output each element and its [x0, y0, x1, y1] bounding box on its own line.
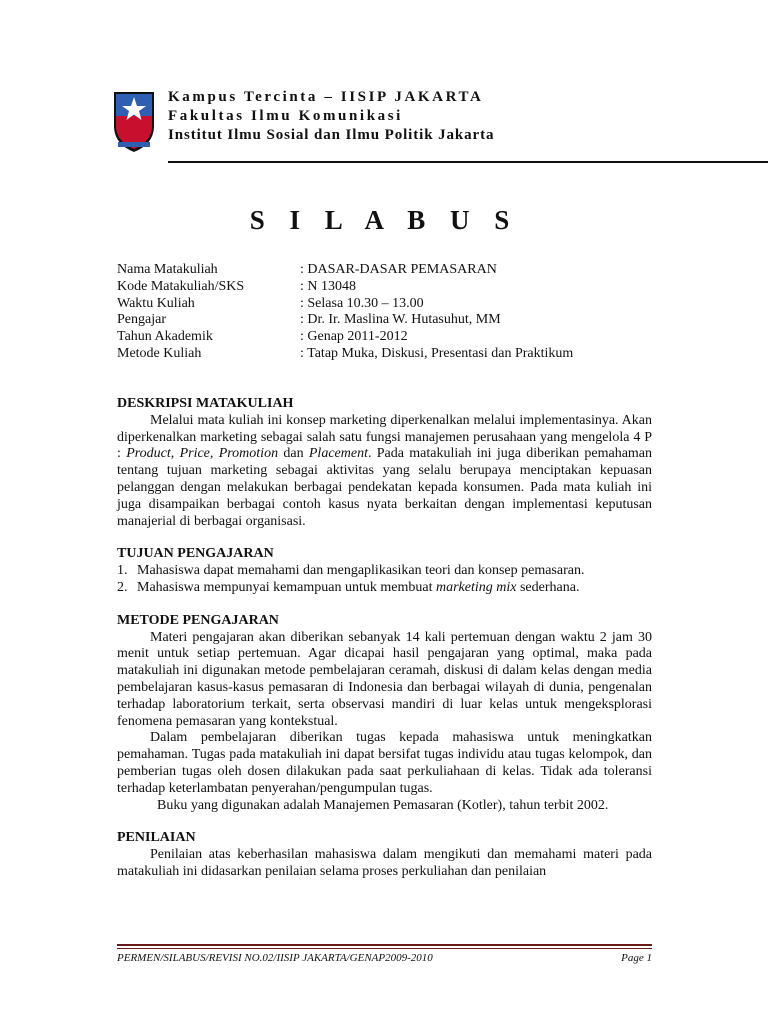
- section-title: DESKRIPSI MATAKULIAH: [117, 396, 294, 411]
- section-metode: [117, 613, 652, 815]
- section-tujuan: [117, 546, 652, 596]
- section-deskripsi: [117, 396, 652, 530]
- info-row: [117, 346, 573, 363]
- method-paragraph: Materi pengajaran akan diberikan sebanyak 14 kali pertemuan dengan waktu 2 jam 30 menit untuk setiap pertemuan. Agar dicapai hasil pengajaran yang optimal, maka pada matakuliah ini digunakan metode pembelajaran ceramah, diskusi di dalam kelas dengan media pembelajaran kasus-kasus pemasaran di Indonesia dan berbagai wilayah di dunia, pengenalan terhadap laboratorium terkait, serta observasi mandiri di luar kelas untuk mengeksplorasi fenomena pemasaran yang kontekstual.: [117, 629, 652, 729]
- section-title: METODE PENGAJARAN: [117, 612, 279, 628]
- document-header: [110, 86, 730, 166]
- campus-tagline: Kampus Tercinta – IISIP JAKARTA: [168, 89, 484, 105]
- info-value: : DASAR-DASAR PEMASARAN: [300, 262, 497, 279]
- section-title: PENILAIAN: [117, 830, 196, 846]
- header-divider: [168, 161, 768, 163]
- star-shield-logo-icon: [110, 86, 158, 154]
- info-row: [117, 312, 573, 329]
- info-value: : N 13048: [300, 279, 356, 296]
- info-label: Pengajar: [117, 312, 166, 328]
- info-value: : Dr. Ir. Maslina W. Hutasuhut, MM: [300, 312, 501, 329]
- description-paragraph: Melalui mata kuliah ini konsep marketing diperkenalkan melalui implementasinya. Akan diperkenalkan marketing sebagai salah satu fungsi manajemen perusahaan yang mengelola 4 P : Product, Price, Promotion dan Placement. Pada matakuliah ini juga diberikan pemahaman tentang tujuan marketing sebagai aktivitas yang selalu berupaya menciptakan kepuasan pelanggan dengan melakukan berbagai pendekatan kepada konsumen. Pada mata kuliah ini juga disampaikan berbagai contoh kasus nyata berkaitan dengan implementasi keputusan manajerial di berbagai organisasi.: [117, 412, 653, 529]
- info-row: [117, 279, 573, 296]
- info-label: Waktu Kuliah: [117, 295, 195, 311]
- info-label: Kode Matakuliah/SKS: [117, 278, 245, 294]
- info-label: Nama Matakuliah: [117, 262, 218, 277]
- section-title: TUJUAN PENGAJARAN: [117, 546, 274, 562]
- objectives-list: [117, 563, 652, 597]
- footer-divider: [117, 944, 652, 946]
- method-paragraph: Buku yang digunakan adalah Manajemen Pemasaran (Kotler), tahun terbit 2002.: [157, 797, 609, 813]
- info-label: Metode Kuliah: [117, 345, 202, 361]
- syllabus-body: [117, 396, 652, 897]
- info-label: Tahun Akademik: [117, 329, 213, 345]
- section-penilaian: [117, 830, 652, 880]
- list-item: 1. Mahasiswa dapat memahami dan mengaplikasikan teori dan konsep pemasaran.: [117, 563, 585, 579]
- info-value: : Genap 2011-2012: [300, 329, 408, 346]
- course-info-table: [117, 262, 573, 363]
- info-row: [117, 296, 573, 313]
- footer-document-code: PERMEN/SILABUS/REVISI NO.02/IISIP JAKARTA/GENAP2009-2010: [117, 952, 433, 964]
- faculty-name: Fakultas Ilmu Komunikasi: [168, 108, 403, 124]
- method-paragraph: Dalam pembelajaran diberikan tugas kepada mahasiswa untuk meningkatkan pemahaman. Tugas pada matakuliah ini dapat bersifat tugas individu atau tugas kelompok, dan pemberian tugas oleh dosen dilakukan pada saat perkuliahaan di kelas. Tidak ada toleransi terhadap keterlambatan penyerahan/pengumpulan tugas.: [117, 730, 652, 796]
- page-title: S I L A B U S: [249, 205, 519, 235]
- info-row: [117, 329, 573, 346]
- info-value: : Tatap Muka, Diskusi, Presentasi dan Praktikum: [300, 346, 573, 363]
- info-value: : Selasa 10.30 – 13.00: [300, 296, 424, 313]
- info-row: [117, 262, 573, 279]
- assessment-paragraph: Penilaian atas keberhasilan mahasiswa dalam mengikuti dan memahami materi pada matakuliah ini didasarkan penilaian selama proses perkuliahan dan penilaian: [117, 847, 652, 879]
- page-number: Page 1: [621, 952, 652, 964]
- page-footer: [117, 952, 652, 964]
- list-item: 2. Mahasiswa mempunyai kemampuan untuk membuat marketing mix sederhana.: [117, 579, 580, 595]
- footer-divider: [117, 948, 652, 949]
- institute-name: Institut Ilmu Sosial dan Ilmu Politik Jakarta: [168, 127, 495, 143]
